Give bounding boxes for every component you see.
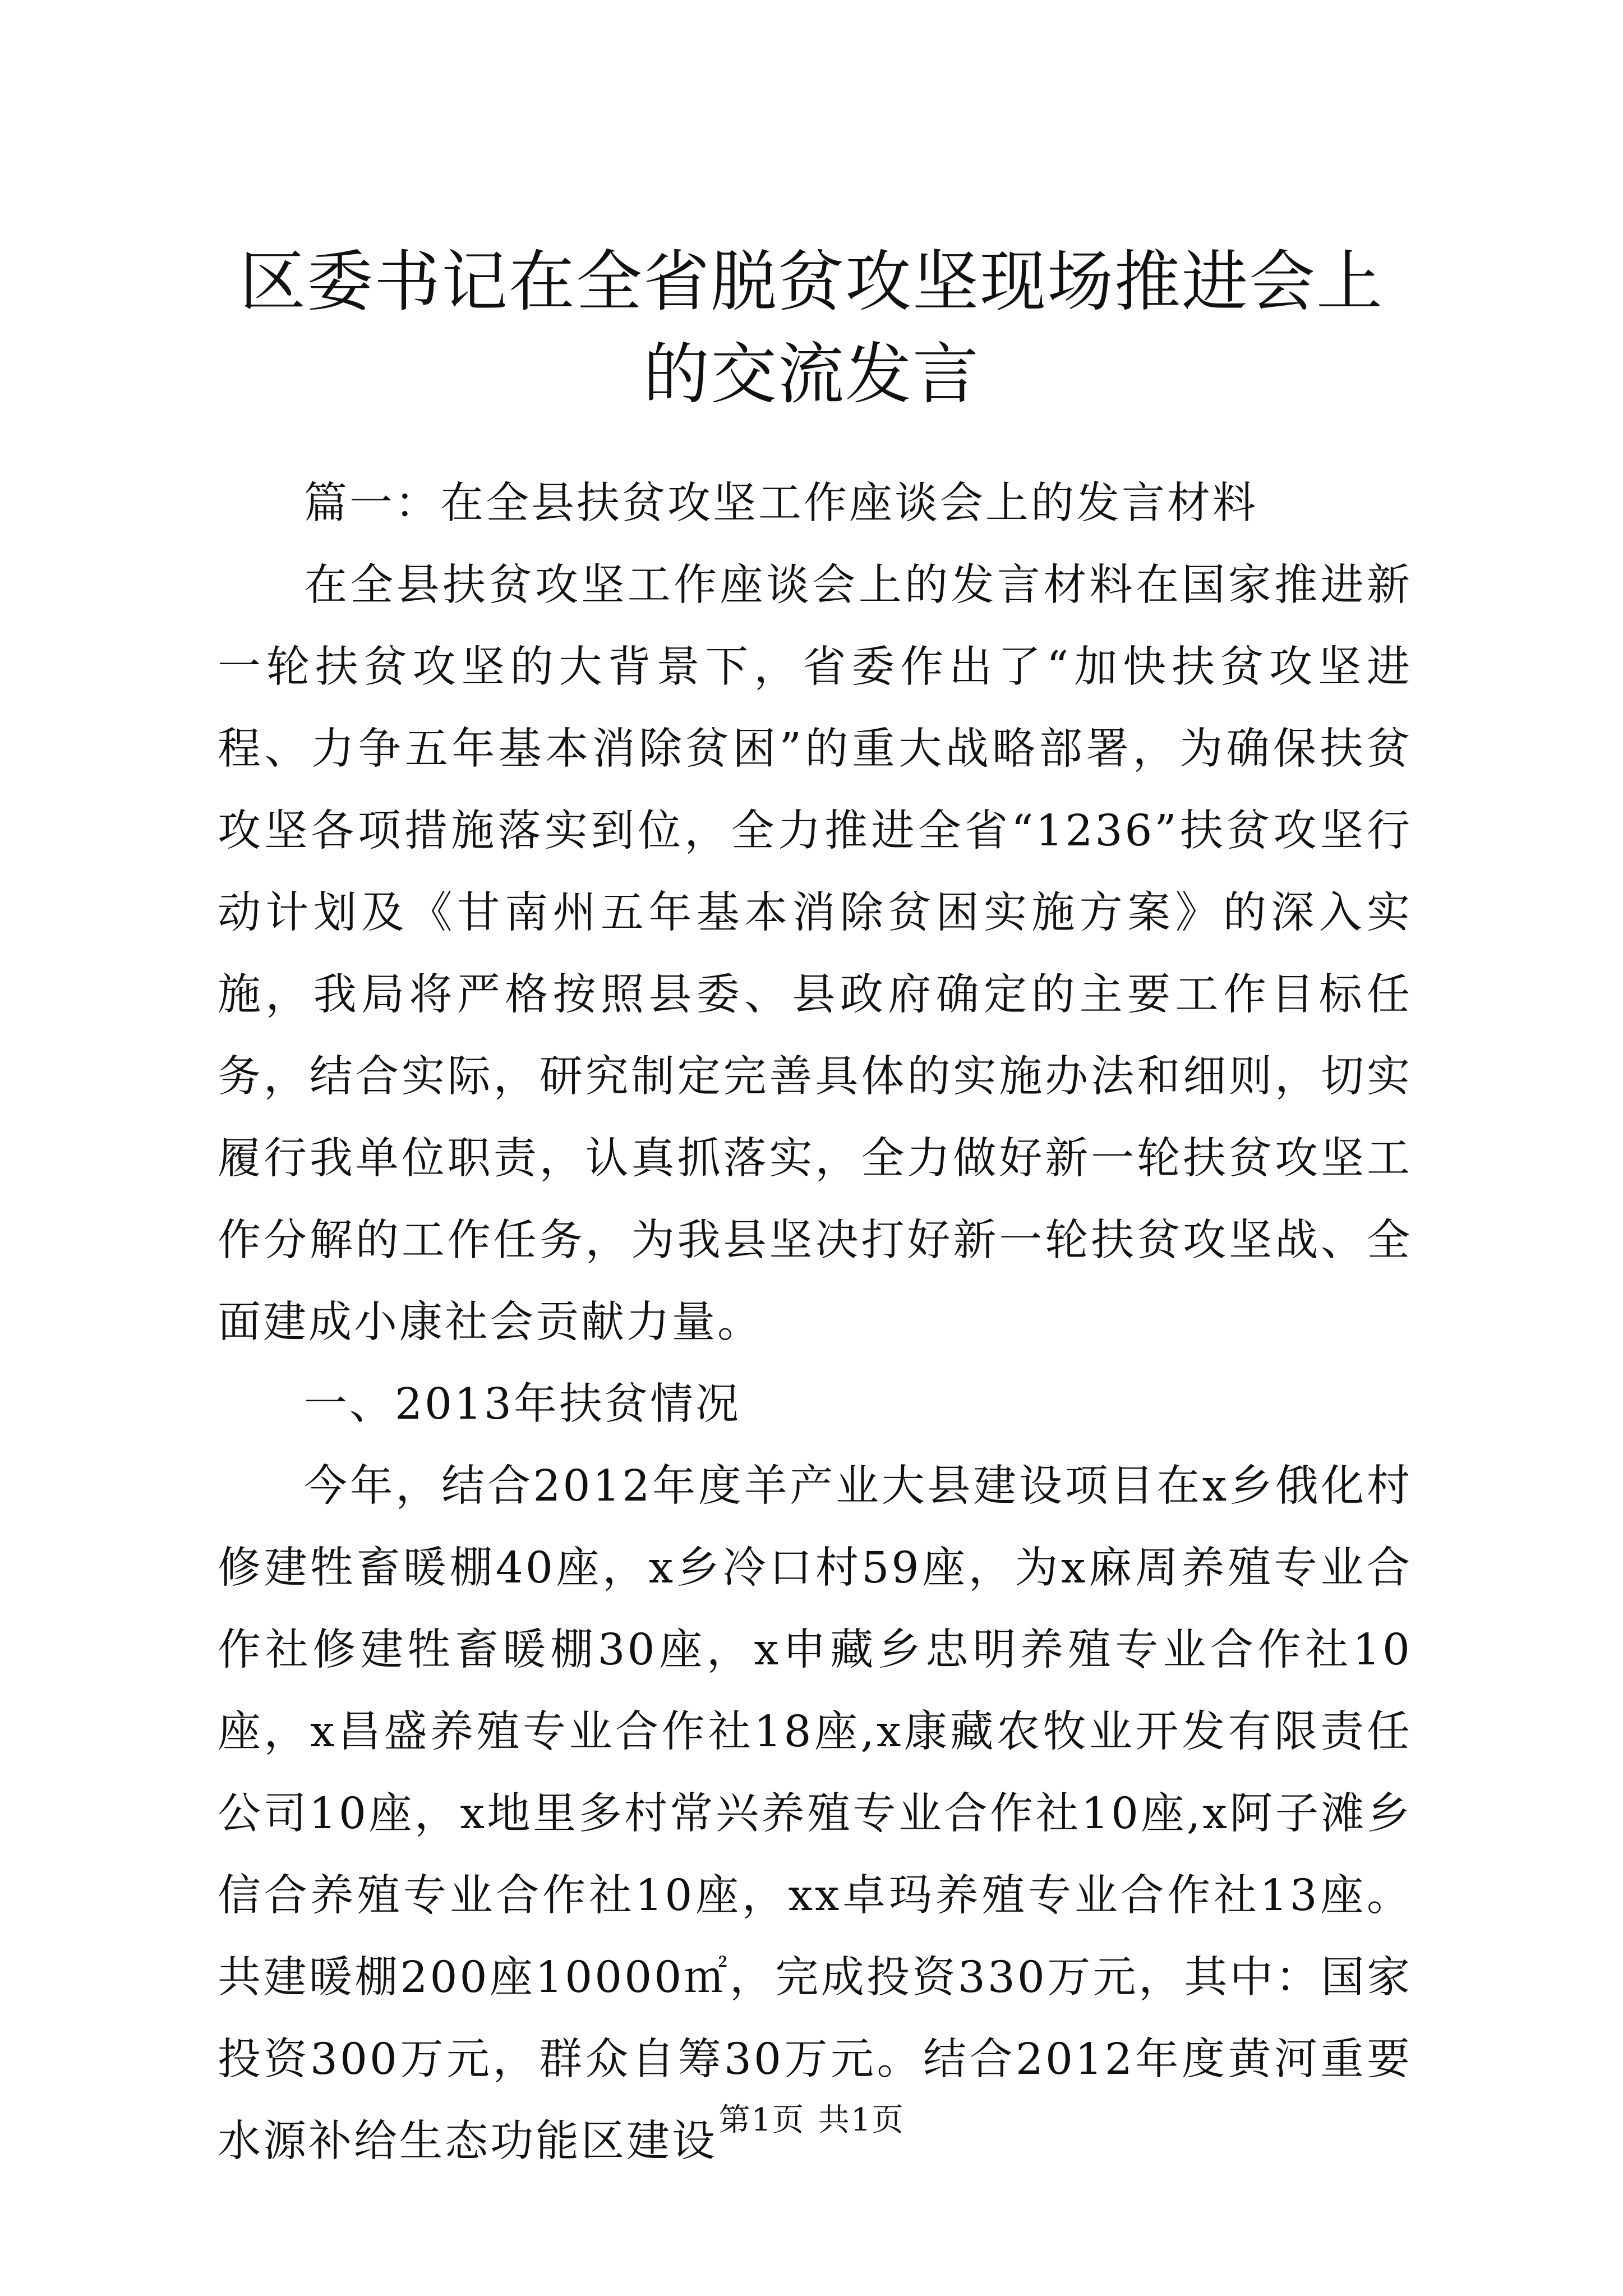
document-body (218, 463, 1412, 2183)
body-paragraph: 在全县扶贫攻坚工作座谈会上的发言材料在国家推进新一轮扶贫攻坚的大背景下，省委作出了“加快扶贫攻坚进程、力争五年基本消除贫困”的重大战略部署，为确保扶贫攻坚各项措施落实到位，全力推进全省“1236”扶贫攻坚行动计划及《甘南州五年基本消除贫困实施方案》的深入实施，我局将严格按照县委、县政府确定的主要工作目标任务，结合实际，研究制定完善具体的实施办法和细则，切实履行我单位职责，认真抓落实，全力做好新一轮扶贫攻坚工作分解的工作任务，为我县坚决打好新一轮扶贫攻坚战、全面建成小康社会贡献力量。 (218, 560, 1412, 1347)
page-total: 共1页 (818, 2102, 905, 2138)
page-number: 第1页 (718, 2102, 805, 2138)
body-paragraph: 今年，结合2012年度羊产业大县建设项目在x乡俄化村修建牲畜暖棚40座，x乡冷口村59座，为x麻周养殖专业合作社修建牲畜暖棚30座，x申藏乡忠明养殖专业合作社10座，x昌盛养殖专业合作社18座,x康藏农牧业开发有限责任公司10座，x地里多村常兴养殖专业合作社10座,x阿子滩乡信合养殖专业合作社10座，xx卓玛养殖专业合作社13座。共建暖棚200座10000㎡，完成投资330万元，其中：国家投资300万元，群众自筹30万元。结合2012年度黄河重要水源补给生态功能区建设 (218, 1461, 1412, 2166)
page-footer (0, 2101, 1623, 2140)
section-heading-2: 一、2013年扶贫情况 (304, 1379, 741, 1429)
document-title: 区委书记在全省脱贫攻坚现场推进会上的交流发言 (239, 243, 1384, 413)
section-heading-1: 篇一：在全县扶贫攻坚工作座谈会上的发言材料 (304, 478, 1258, 528)
